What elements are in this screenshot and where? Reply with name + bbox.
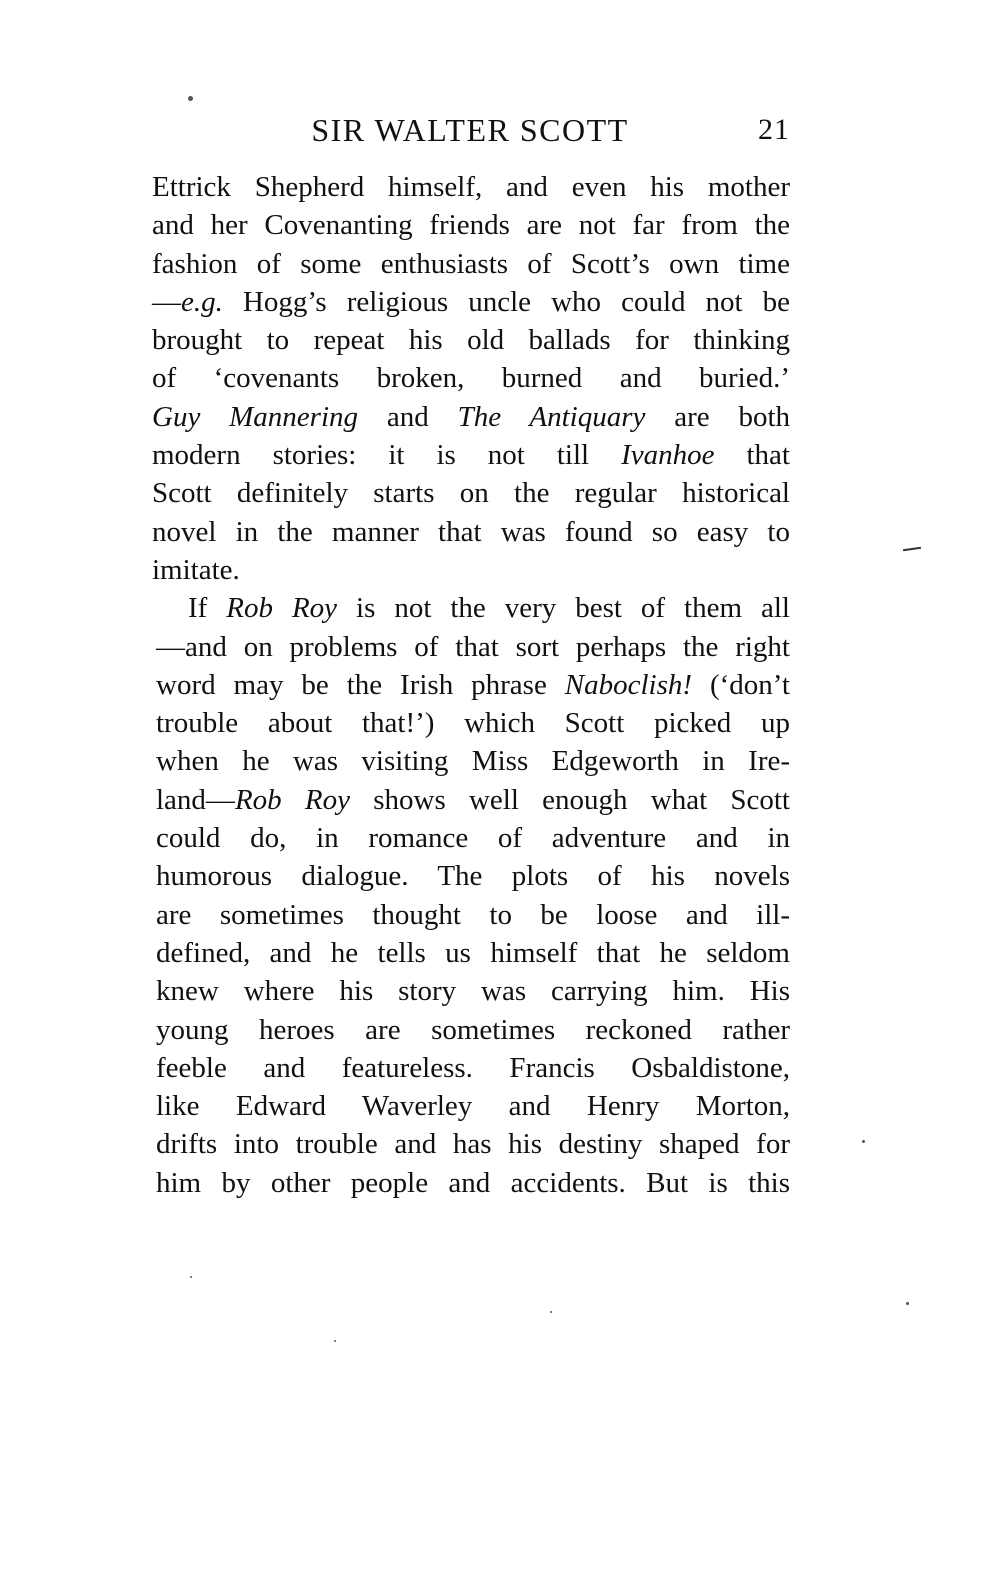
text-line: modern stories: it is not till Ivanhoe that — [152, 439, 790, 472]
scan-speck — [188, 96, 193, 101]
scan-mark — [903, 547, 921, 551]
text-line: novel in the manner that was found so easy to — [152, 515, 790, 548]
text-line: trouble about that!’) which Scott picked up — [156, 707, 790, 740]
page-number: 21 — [758, 113, 790, 146]
body-text — [152, 168, 790, 1202]
text-line: when he was visiting Miss Edgeworth in Ire- — [156, 745, 790, 778]
text-line: humorous dialogue. The plots of his novels — [156, 860, 790, 893]
text-line: and her Covenanting friends are not far from the — [152, 209, 790, 242]
scan-speck — [334, 1340, 336, 1342]
text-line: Guy Mannering and The Antiquary are both — [152, 400, 790, 433]
text-line: are sometimes thought to be loose and ill- — [156, 898, 790, 931]
text-line: could do, in romance of adventure and in — [156, 822, 790, 855]
text-line: young heroes are sometimes reckoned rather — [156, 1013, 790, 1046]
text-line: brought to repeat his old ballads for thinking — [152, 324, 790, 357]
text-line: him by other people and accidents. But is this — [156, 1166, 790, 1199]
text-line: drifts into trouble and has his destiny shaped for — [156, 1128, 790, 1161]
scan-speck — [862, 1140, 865, 1143]
text-line: defined, and he tells us himself that he seldom — [156, 936, 790, 969]
page-header — [150, 108, 790, 152]
text-line: Scott definitely starts on the regular historical — [152, 477, 790, 510]
text-line: word may be the Irish phrase Naboclish! (‘don’t — [156, 668, 790, 701]
text-line: knew where his story was carrying him. His — [156, 975, 790, 1008]
text-line: Ettrick Shepherd himself, and even his mother — [152, 171, 790, 203]
text-line: of ‘covenants broken, burned and buried.’ — [152, 362, 790, 395]
text-line: imitate. — [152, 553, 240, 586]
text-line: like Edward Waverley and Henry Morton, — [156, 1090, 790, 1123]
text-line: If Rob Roy is not the very best of them all — [188, 592, 790, 625]
text-line: fashion of some enthusiasts of Scott’s own time — [152, 247, 790, 280]
text-line: land—Rob Roy shows well enough what Scott — [156, 783, 790, 816]
scan-speck — [190, 1276, 192, 1278]
text-line: —and on problems of that sort perhaps the right — [156, 630, 790, 663]
running-head: SIR WALTER SCOTT — [311, 112, 629, 148]
scan-speck — [906, 1302, 909, 1305]
text-line: feeble and featureless. Francis Osbaldistone, — [156, 1051, 790, 1084]
scan-speck — [550, 1311, 552, 1313]
text-line: —e.g. Hogg’s religious uncle who could not be — [152, 285, 790, 318]
